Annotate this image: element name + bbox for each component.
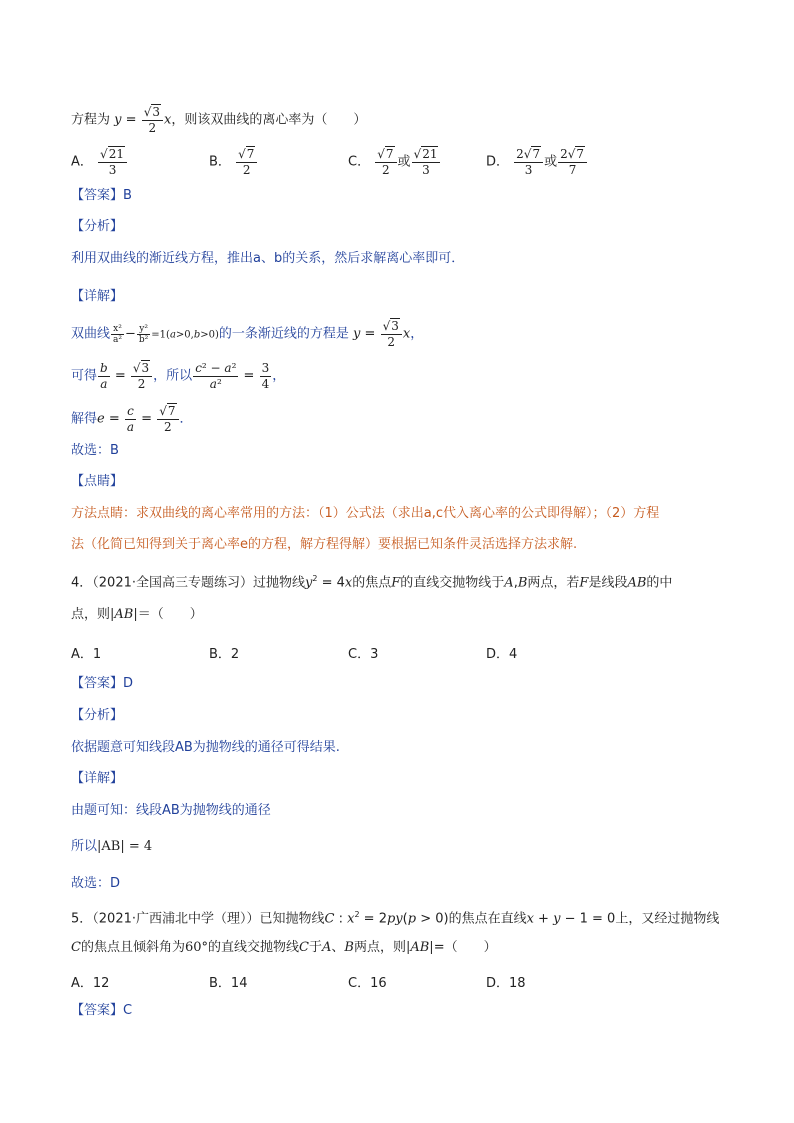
sqrt3-over-2: $\frac{√3}{2}$ — [142, 104, 163, 136]
q3-option-a: A． $\frac{√21}{3}$ — [71, 146, 128, 178]
q5-option-c: C．16 — [348, 976, 387, 991]
q4-stem-line-1: 4．（2021·全国高三专题练习）过抛物线$y^2 = 4x$的焦点F的直线交抛物线于A,B两点，若F是线段AB的中 — [71, 574, 673, 591]
q4-detail-2: 所以|AB| = 4 — [71, 839, 153, 854]
q3-analysis: 利用双曲线的渐近线方程，推出a、b的关系，然后求解离心率即可． — [71, 251, 465, 266]
q4-detail-1: 由题可知：线段AB为抛物线的通径 — [71, 803, 271, 818]
q4-choose: 故选：D — [71, 876, 121, 891]
q3-option-d: D． $\frac{2√7}{3}$ 或 $\frac{2√7}{7}$ — [486, 146, 588, 178]
q3-option-c: C． $\frac{√7}{2}$ 或 $\frac{√21}{3}$ — [348, 146, 441, 178]
q5-stem-line-2: C的焦点且倾斜角为60°的直线交抛物线C于A、B两点，则|AB|=（ ） — [71, 940, 497, 955]
q5-stem-line-1: 5．（2021·广西浦北中学（理））已知抛物线C : $x^2 = 2py(p > 0)$的焦点在直线x + y − 1 = 0上，又经过抛物线 — [71, 910, 720, 927]
q3-stem-line: 方程为 y = $\frac{√3}{2}$ x，则该双曲线的离心率为（ ） — [71, 105, 367, 135]
q4-analysis: 依据题意可知线段AB为抛物线的通径可得结果. — [71, 740, 340, 755]
q4-option-a: A．1 — [71, 647, 102, 662]
q4-stem-line-2: 点，则|AB|＝（ ） — [71, 607, 203, 622]
q4-analysis-title: 【分析】 — [71, 708, 124, 723]
q4-option-b: B．2 — [209, 647, 240, 662]
q5-option-b: B．14 — [209, 976, 248, 991]
q4-answer: 【答案】D — [71, 676, 134, 691]
q3-tip-title: 【点睛】 — [71, 474, 124, 489]
q3-option-b: B． $\frac{√7}{2}$ — [209, 146, 258, 178]
q3-detail-line-3: 解得e = $\frac{c}{a}$ = $\frac{√7}{2}$ ． — [71, 403, 193, 434]
q3-detail-line-1: 双曲线 $\frac{\text{x²}}{\text{a²}}$ − $\frac{\text{y²}}{\text{b²}}$ =1(a>0,b>0)的一条渐近线的方程是 y = $\frac{√3}{2}$ x， — [71, 319, 424, 349]
q3-answer: 【答案】B — [71, 188, 132, 203]
q3-detail-title: 【详解】 — [71, 289, 124, 304]
q4-option-d: D．4 — [486, 647, 518, 662]
q4-option-c: C．3 — [348, 647, 379, 662]
q5-option-d: D．18 — [486, 976, 526, 991]
q3-analysis-title: 【分析】 — [71, 219, 124, 234]
q3-tip-1: 方法点睛：求双曲线的离心率常用的方法：（1）公式法（求出a,c代入离心率的公式即得解）；（2）方程 — [71, 506, 660, 521]
q4-detail-title: 【详解】 — [71, 771, 124, 786]
q3-tip-2: 法（化简已知得到关于离心率e的方程，解方程得解）要根据已知条件灵活选择方法求解. — [71, 537, 578, 552]
q3-choose: 故选：B — [71, 443, 119, 458]
q5-option-a: A．12 — [71, 976, 110, 991]
q5-answer: 【答案】C — [71, 1003, 133, 1018]
q3-detail-line-2: 可得 $\frac{b}{a}$ = $\frac{√3}{2}$ ，所以 $\frac{\text{c² − a²}}{\text{a²}}$ = $\frac{3}{4}$ ， — [71, 360, 286, 391]
